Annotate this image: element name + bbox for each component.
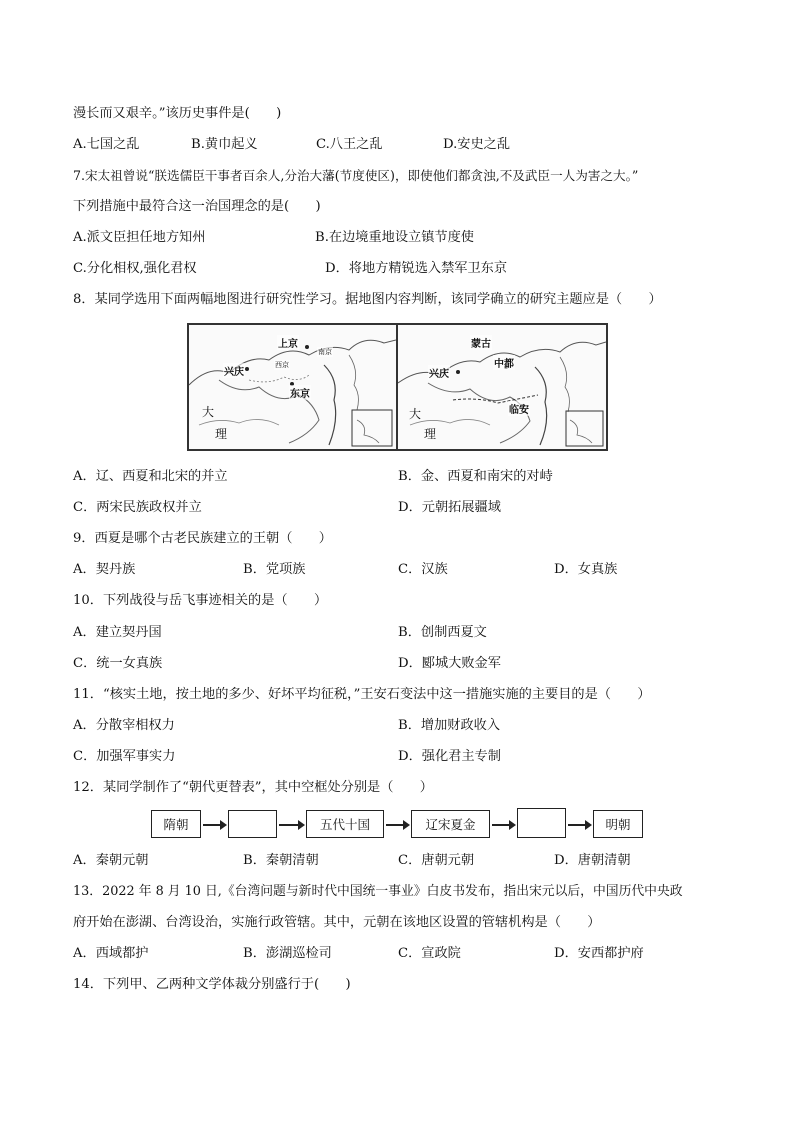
map-left-label-xingqing: 兴庆 [223,363,245,378]
chain-box-blank-2 [517,808,566,838]
chain-box-ming: 明朝 [593,810,643,838]
q9-option-b: B．党项族 [243,562,306,577]
q6-continuation: 漫长而又艰辛。”该历史事件是( ) [73,106,282,121]
q10-option-c: C．统一女真族 [73,656,163,671]
q7-stem-line2: 下列措施中最符合这一治国理念的是( ) [73,199,321,214]
q7-option-b: B.在边境重地设立镇节度使 [315,230,474,245]
q6-option-c: C.八王之乱 [316,137,383,152]
map-right-label-xingqing: 兴庆 [428,365,450,380]
q12-option-a: A．秦朝元朝 [73,853,149,868]
q8-option-c: C．两宋民族政权并立 [73,500,202,515]
q13-stem-line1: 13．2022 年 8 月 10 日,《台湾问题与新时代中国统一事业》白皮书发布，指出宋元以后，中国历代中央政 [73,884,683,899]
chain-arrow-4 [492,824,510,826]
q13-option-c: C．宣政院 [398,946,461,961]
chain-box-liaosongxiajin: 辽宋夏金 [411,810,490,838]
map-left-label-shangjing: 上京 [277,335,299,350]
q7-stem-line1: 7.宋太祖曾说“朕选儒臣干事者百余人,分治大藩(节度使区)，即使他们都贪浊,不及武臣一人为害之大。” [73,168,639,183]
chain-arrow-3 [386,824,404,826]
q8-option-b: B．金、西夏和南宋的对峙 [398,469,553,484]
q8-stem: 8．某同学选用下面两幅地图进行研究性学习。据地图内容判断，该同学确立的研究主题应是（ ） [73,292,662,307]
q10-option-b: B．创制西夏文 [398,625,487,640]
chain-box-blank-1 [228,810,277,838]
q8-option-a: A．辽、西夏和北宋的并立 [73,469,228,484]
q12-option-d: D．唐朝清朝 [554,853,631,868]
q9-option-d: D．女真族 [554,562,618,577]
map-left-label-li: 理 [215,427,228,441]
q12-option-c: C．唐朝元朝 [398,853,475,868]
q10-stem: 10．下列战役与岳飞事迹相关的是（ ） [73,593,328,608]
map-right-label-da: 大 [409,407,422,421]
q12-option-b: B．秦朝清朝 [243,853,319,868]
q11-option-c: C．加强军事实力 [73,749,176,764]
q8-option-d: D．元朝拓展疆域 [398,500,501,515]
q11-option-d: D．强化君主专制 [398,749,501,764]
map-right-label-zhongdu: 中都 [493,355,515,370]
q9-stem: 9．西夏是哪个古老民族建立的王朝（ ） [73,531,332,546]
q6-option-b: B.黄巾起义 [191,137,258,152]
map-left-label-xijing: 西京 [275,361,289,369]
map-right [396,323,608,451]
q7-option-d: D．将地方精锐选入禁军卫东京 [325,261,508,276]
q14-stem: 14．下列甲、乙两种文学体裁分别盛行于( ) [73,977,351,992]
q9-option-a: A．契丹族 [73,562,136,577]
map-left [187,323,398,451]
q11-option-b: B．增加财政收入 [398,718,501,733]
q11-option-a: A．分散宰相权力 [73,718,175,733]
chain-box-sui: 隋朝 [151,810,201,838]
q13-option-b: B．澎湖巡检司 [243,946,332,961]
q12-stem: 12．某同学制作了“朝代更替表”，其中空框处分别是（ ） [73,780,433,795]
map-left-label-dongjing: 东京 [289,385,311,400]
q11-stem: 11．“核实土地，按土地的多少、好坏平均征税，”王安石变法中这一措施实施的主要目的是（ ） [73,687,651,702]
q7-option-a: A.派文臣担任地方知州 [73,230,206,245]
map-left-label-da: 大 [202,405,215,419]
map-left-label-nanjing: 南京 [318,348,332,356]
map-right-label-menggu: 蒙古 [470,335,492,350]
q10-option-d: D．郾城大败金军 [398,656,501,671]
q6-option-a: A.七国之乱 [73,137,140,152]
chain-box-wudai: 五代十国 [306,810,384,838]
map-right-label-li: 理 [424,427,437,441]
chain-arrow-5 [568,824,586,826]
q13-option-d: D．安西都护府 [554,946,644,961]
q13-stem-line2: 府开始在澎湖、台湾设治，实施行政管辖。其中，元朝在该地区设置的管辖机构是（ ） [73,915,601,930]
q9-option-c: C．汉族 [398,562,448,577]
q6-option-d: D.安史之乱 [443,137,511,152]
q13-option-a: A．西域都护 [73,946,149,961]
chain-arrow-1 [203,824,221,826]
chain-arrow-2 [279,824,299,826]
q7-option-c: C.分化相权,强化君权 [73,261,197,276]
map-right-label-linan: 临安 [508,401,530,416]
q10-option-a: A．建立契丹国 [73,625,162,640]
